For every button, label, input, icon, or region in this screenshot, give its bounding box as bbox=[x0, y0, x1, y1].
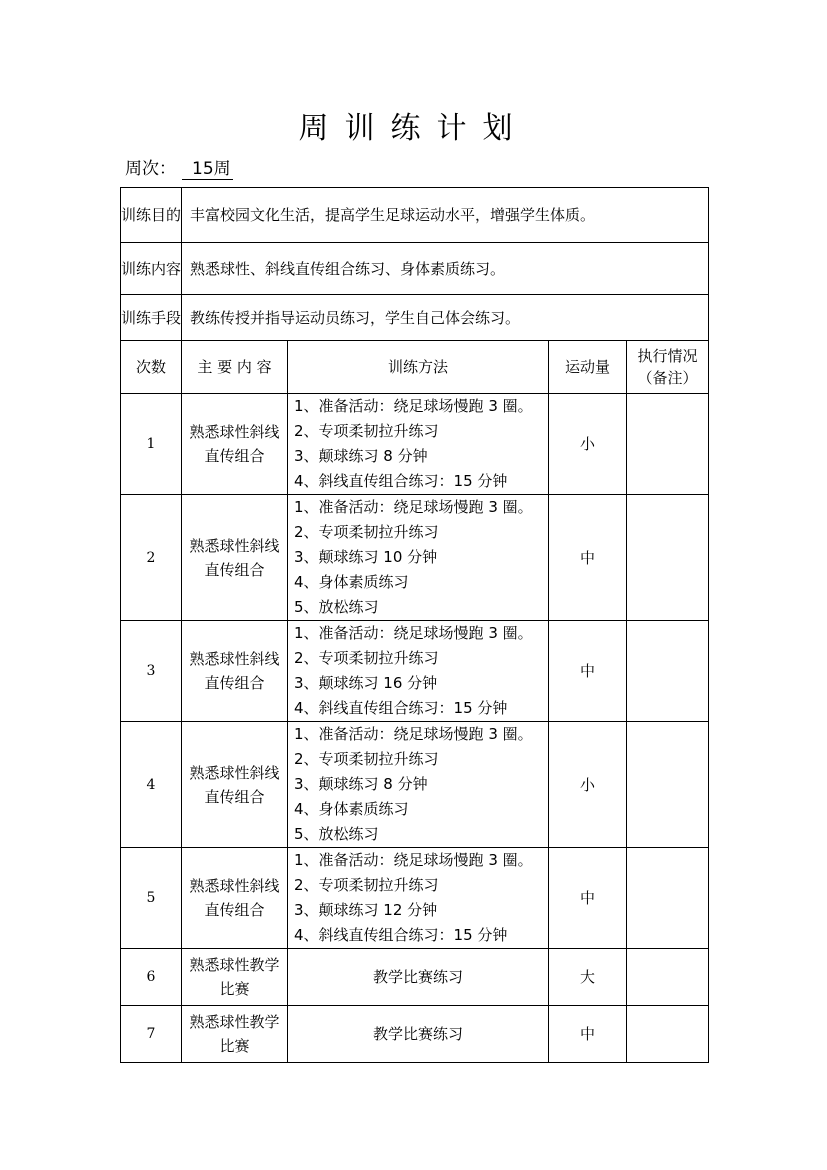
method-line: 1、准备活动：绕足球场慢跑 3 圈。 bbox=[294, 725, 533, 743]
info-label: 训练内容 bbox=[121, 243, 182, 295]
method-line: 3、颠球练习 8 分钟 bbox=[294, 447, 428, 465]
table-row bbox=[121, 621, 709, 722]
method-line: 4、身体素质练习 bbox=[294, 800, 409, 818]
session-load: 中 bbox=[549, 621, 627, 722]
session-method-text: 教学比赛练习 bbox=[288, 949, 549, 1006]
session-num: 4 bbox=[121, 722, 182, 848]
table-row bbox=[121, 495, 709, 621]
info-label: 训练目的 bbox=[121, 188, 182, 243]
method-line: 1、准备活动：绕足球场慢跑 3 圈。 bbox=[294, 498, 533, 516]
session-num: 7 bbox=[121, 1006, 182, 1063]
week-label: 周次： bbox=[125, 159, 176, 179]
method-line: 2、专项柔韧拉升练习 bbox=[294, 422, 439, 440]
method-line: 4、斜线直传组合练习：15 分钟 bbox=[294, 699, 508, 717]
method-line: 3、颠球练习 16 分钟 bbox=[294, 674, 438, 692]
table-row bbox=[121, 949, 709, 1006]
method-line: 1、准备活动：绕足球场慢跑 3 圈。 bbox=[294, 851, 533, 869]
week-line bbox=[125, 154, 233, 180]
session-content: 熟悉球性教学比赛 bbox=[182, 949, 288, 1006]
session-methods bbox=[288, 722, 549, 848]
session-load: 中 bbox=[549, 848, 627, 949]
session-notes bbox=[627, 495, 709, 621]
session-notes bbox=[627, 394, 709, 495]
method-line: 3、颠球练习 12 分钟 bbox=[294, 901, 438, 919]
session-notes bbox=[627, 1006, 709, 1063]
method-line: 2、专项柔韧拉升练习 bbox=[294, 523, 439, 541]
method-line: 5、放松练习 bbox=[294, 598, 379, 616]
session-notes bbox=[627, 949, 709, 1006]
session-methods bbox=[288, 495, 549, 621]
week-value: 15周 bbox=[182, 154, 233, 180]
training-plan-table bbox=[120, 187, 709, 1063]
info-label: 训练手段 bbox=[121, 295, 182, 341]
session-content: 熟悉球性斜线直传组合 bbox=[182, 848, 288, 949]
session-load: 中 bbox=[549, 495, 627, 621]
method-line: 5、放松练习 bbox=[294, 825, 379, 843]
header-load: 运动量 bbox=[549, 341, 627, 394]
session-load: 中 bbox=[549, 1006, 627, 1063]
info-row-purpose bbox=[121, 188, 709, 243]
table-row bbox=[121, 848, 709, 949]
header-content: 主 要 内 容 bbox=[182, 341, 288, 394]
info-text: 熟悉球性、斜线直传组合练习、身体素质练习。 bbox=[182, 243, 709, 295]
session-content: 熟悉球性教学比赛 bbox=[182, 1006, 288, 1063]
session-methods bbox=[288, 621, 549, 722]
info-row-means bbox=[121, 295, 709, 341]
header-notes: 执行情况（备注） bbox=[627, 341, 709, 394]
session-load: 小 bbox=[549, 722, 627, 848]
session-content: 熟悉球性斜线直传组合 bbox=[182, 722, 288, 848]
method-line: 4、身体素质练习 bbox=[294, 573, 409, 591]
session-methods bbox=[288, 848, 549, 949]
session-num: 3 bbox=[121, 621, 182, 722]
session-load: 小 bbox=[549, 394, 627, 495]
session-content: 熟悉球性斜线直传组合 bbox=[182, 621, 288, 722]
session-method-text: 教学比赛练习 bbox=[288, 1006, 549, 1063]
method-line: 3、颠球练习 10 分钟 bbox=[294, 548, 438, 566]
session-notes bbox=[627, 722, 709, 848]
session-notes bbox=[627, 848, 709, 949]
table-row bbox=[121, 722, 709, 848]
table-header-row bbox=[121, 341, 709, 394]
header-num: 次数 bbox=[121, 341, 182, 394]
page-title: 周训练计划 bbox=[298, 111, 529, 146]
session-methods bbox=[288, 394, 549, 495]
method-line: 4、斜线直传组合练习：15 分钟 bbox=[294, 926, 508, 944]
session-num: 6 bbox=[121, 949, 182, 1006]
info-row-content bbox=[121, 243, 709, 295]
session-content: 熟悉球性斜线直传组合 bbox=[182, 394, 288, 495]
method-line: 3、颠球练习 8 分钟 bbox=[294, 775, 428, 793]
session-num: 1 bbox=[121, 394, 182, 495]
method-line: 4、斜线直传组合练习：15 分钟 bbox=[294, 472, 508, 490]
session-content: 熟悉球性斜线直传组合 bbox=[182, 495, 288, 621]
method-line: 2、专项柔韧拉升练习 bbox=[294, 649, 439, 667]
method-line: 1、准备活动：绕足球场慢跑 3 圈。 bbox=[294, 624, 533, 642]
method-line: 1、准备活动：绕足球场慢跑 3 圈。 bbox=[294, 397, 533, 415]
session-num: 2 bbox=[121, 495, 182, 621]
header-method: 训练方法 bbox=[288, 341, 549, 394]
table-row bbox=[121, 1006, 709, 1063]
table-row bbox=[121, 394, 709, 495]
session-notes bbox=[627, 621, 709, 722]
method-line: 2、专项柔韧拉升练习 bbox=[294, 750, 439, 768]
method-line: 2、专项柔韧拉升练习 bbox=[294, 876, 439, 894]
session-num: 5 bbox=[121, 848, 182, 949]
info-text: 丰富校园文化生活，提高学生足球运动水平，增强学生体质。 bbox=[182, 188, 709, 243]
info-text: 教练传授并指导运动员练习，学生自己体会练习。 bbox=[182, 295, 709, 341]
session-load: 大 bbox=[549, 949, 627, 1006]
